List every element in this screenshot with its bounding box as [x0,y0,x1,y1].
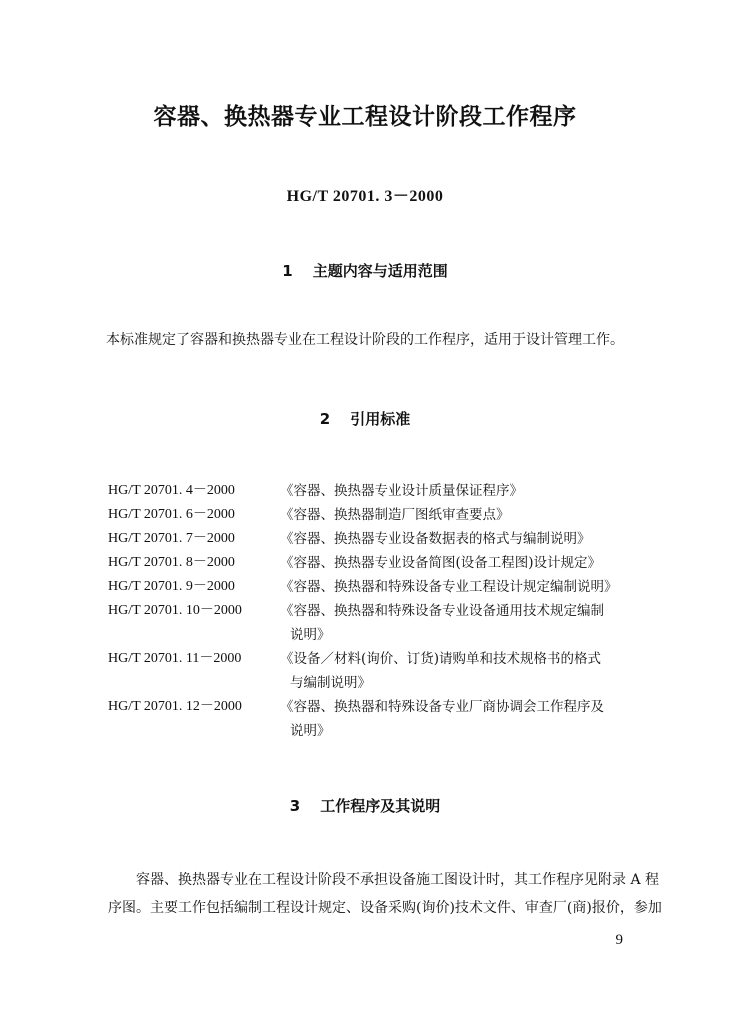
reference-title-continuation: 说明》 [290,723,331,739]
section-title: 工作程序及其说明 [320,797,441,815]
reference-title: 《容器、换热器专业设计质量保证程序》 [280,483,523,499]
section-3-paragraph-line1: 容器、换热器专业在工程设计阶段不承担设备施工图设计时，其工作程序见附录 A 程 [136,872,660,888]
reference-code: HG/T 20701. 6－2000 [108,507,235,522]
section-3-heading [0,795,730,816]
section-number: 3 [289,797,301,815]
reference-item [108,527,668,551]
reference-list [108,479,668,743]
reference-title-line: 《设备／材料(询价、订货)请购单和技术规格书的格式 [280,651,602,667]
reference-code: HG/T 20701. 4－2000 [108,483,235,498]
reference-title-continuation: 说明》 [290,627,331,643]
reference-code: HG/T 20701. 11－2000 [108,651,242,666]
reference-item [108,695,668,743]
reference-title [280,599,668,647]
reference-code: HG/T 20701. 8－2000 [108,555,235,570]
section-1-paragraph: 本标准规定了容器和换热器专业在工程设计阶段的工作程序，适用于设计管理工作。 [106,332,624,348]
reference-item [108,479,668,503]
reference-item [108,551,668,575]
standard-code: HG/T 20701. 3－2000 [286,188,444,205]
reference-title-line: 《容器、换热器和特殊设备专业厂商协调会工作程序及 [280,699,604,715]
reference-item [108,647,668,695]
reference-title [280,647,668,695]
reference-code: HG/T 20701. 10－2000 [108,603,242,618]
section-3-paragraph-line2: 序图。主要工作包括编制工程设计规定、设备采购(询价)技术文件、审查厂(商)报价，参加 [108,900,662,916]
reference-title: 《容器、换热器专业设备简图(设备工程图)设计规定》 [280,555,602,571]
reference-title-continuation: 与编制说明》 [290,675,371,691]
section-title: 引用标准 [350,410,411,428]
section-1-heading [0,260,730,281]
reference-code: HG/T 20701. 9－2000 [108,579,235,594]
section-number: 1 [282,262,293,280]
reference-title: 《容器、换热器制造厂图纸审查要点》 [280,507,510,523]
reference-code: HG/T 20701. 12－2000 [108,699,242,714]
reference-title-line: 《容器、换热器和特殊设备专业设备通用技术规定编制 [280,603,604,619]
reference-item [108,599,668,647]
reference-title [280,695,668,743]
section-number: 2 [319,410,331,428]
reference-code: HG/T 20701. 7－2000 [108,531,235,546]
reference-item [108,503,668,527]
document-title: 容器、换热器专业工程设计阶段工作程序 [153,104,577,130]
reference-title: 《容器、换热器和特殊设备专业工程设计规定编制说明》 [280,579,618,595]
section-title: 主题内容与适用范围 [312,262,448,280]
section-2-heading [0,408,730,429]
reference-title: 《容器、换热器专业设备数据表的格式与编制说明》 [280,531,591,547]
page-number: 9 [615,932,623,948]
reference-item [108,575,668,599]
